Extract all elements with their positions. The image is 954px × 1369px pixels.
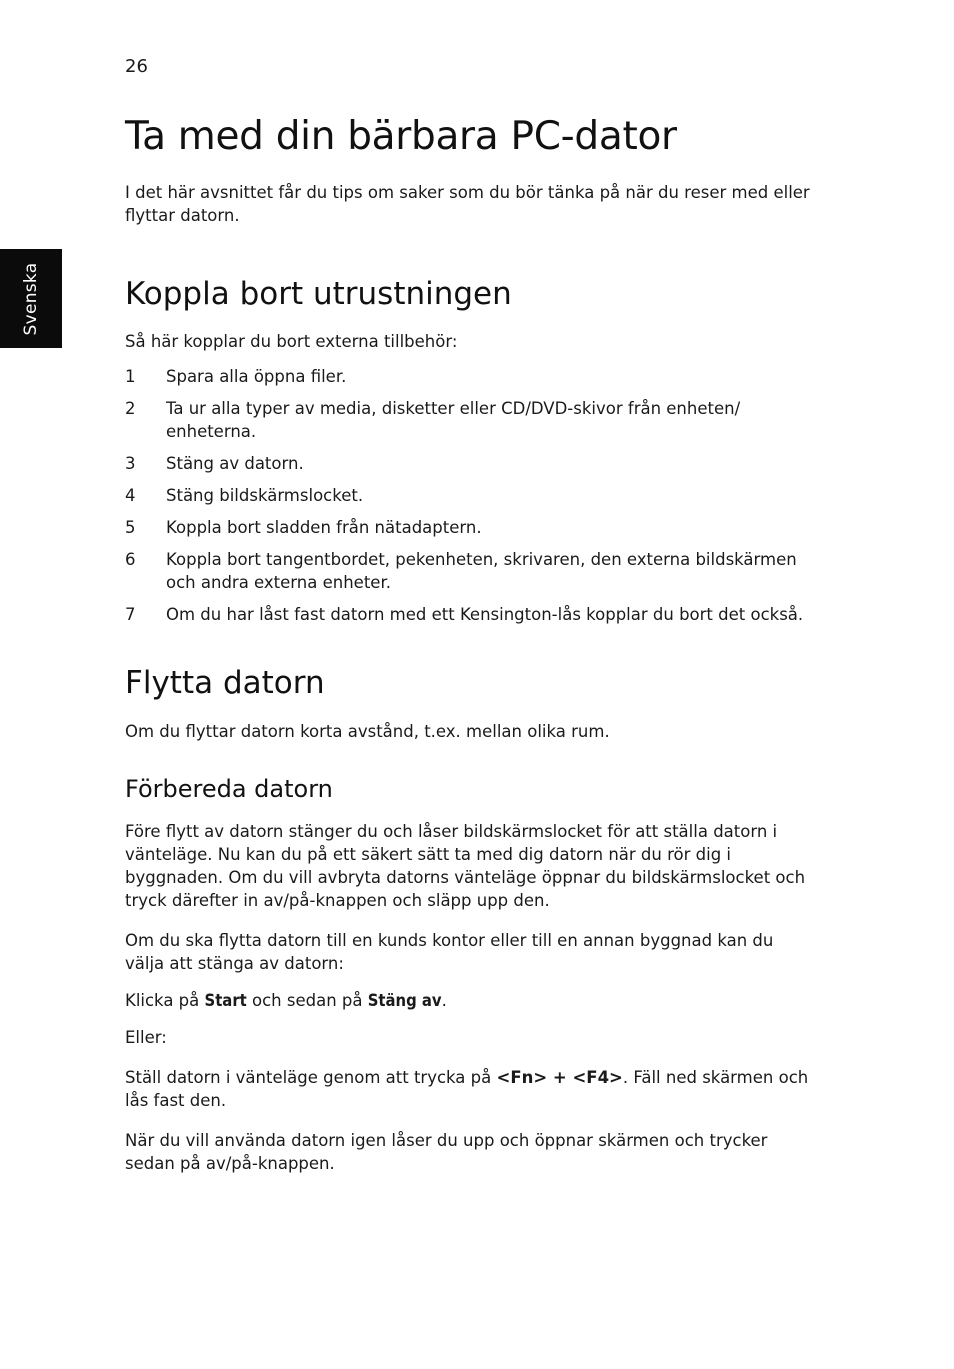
step-number: 5: [125, 518, 136, 537]
sleep-text-after: . Fäll ned skärmen och lås fast den.: [125, 1068, 809, 1110]
page-number: 26: [125, 56, 148, 77]
click-text-middle: och sedan på: [246, 991, 368, 1010]
move-intro: Om du flyttar datorn korta avstånd, t.ex. mellan olika rum.: [125, 722, 610, 741]
click-text-after: .: [441, 991, 447, 1010]
list-item: [125, 484, 815, 507]
step-text: Ta ur alla typer av media, disketter eller CD/DVD-skivor från enheten/ enheterna.: [166, 399, 741, 441]
step-text: Stäng bildskärmslocket.: [166, 486, 364, 505]
list-item: [125, 452, 815, 475]
list-item: [125, 397, 815, 443]
or-text: Eller:: [125, 1028, 167, 1047]
key-combo-label: <Fn> + <F4>: [496, 1068, 623, 1087]
step-number: 3: [125, 454, 136, 473]
language-side-tab: [0, 249, 62, 348]
step-text: Koppla bort sladden från nätadaptern.: [166, 518, 482, 537]
prepare-paragraph-1: Före flytt av datorn stänger du och låser bildskärmslocket för att ställa datorn i vänteläge. Nu kan du på ett säkert sätt ta med dig datorn när du rör dig i byggnaden. Om du vill avbryta datorns vänteläge öppnar du bildskärmslocket och tryck därefter in av/på-knappen och släpp upp den.: [125, 822, 806, 910]
sleep-text-before: Ställ datorn i vänteläge genom att trycka på: [125, 1068, 497, 1087]
list-item: [125, 548, 815, 594]
disconnect-heading: Koppla bort utrustningen: [125, 276, 512, 312]
click-start-instruction: [125, 989, 815, 1012]
step-number: 4: [125, 486, 136, 505]
page-title: Ta med din bärbara PC-dator: [125, 114, 677, 159]
shutdown-label: Stäng av: [367, 991, 442, 1010]
list-item: [125, 603, 815, 626]
step-text: Spara alla öppna filer.: [166, 367, 347, 386]
start-label: Start: [204, 991, 247, 1010]
disconnect-steps-list: [125, 365, 815, 626]
prepare-paragraph-2: Om du ska flytta datorn till en kunds kontor eller till en annan byggnad kan du välja att stänga av datorn:: [125, 931, 774, 973]
click-text-before: Klicka på: [125, 991, 205, 1010]
disconnect-intro: Så här kopplar du bort externa tillbehör:: [125, 332, 458, 351]
step-text: Stäng av datorn.: [166, 454, 304, 473]
step-number: 6: [125, 550, 136, 569]
step-number: 2: [125, 399, 136, 418]
language-tab-label: Svenska: [21, 262, 41, 336]
move-heading: Flytta datorn: [125, 665, 325, 701]
page-content: [125, 110, 815, 1175]
sleep-instruction: [125, 1066, 815, 1112]
step-number: 7: [125, 605, 136, 624]
resume-paragraph: När du vill använda datorn igen låser du upp och öppnar skärmen och trycker sedan på av/på-knappen.: [125, 1131, 768, 1173]
list-item: [125, 365, 815, 388]
step-number: 1: [125, 367, 136, 386]
intro-paragraph: I det här avsnittet får du tips om saker som du bör tänka på när du reser med eller flyttar datorn.: [125, 183, 810, 225]
step-text: Koppla bort tangentbordet, pekenheten, skrivaren, den externa bildskärmen och andra externa enheter.: [166, 550, 797, 592]
prepare-heading: Förbereda datorn: [125, 775, 333, 803]
step-text: Om du har låst fast datorn med ett Kensington-lås kopplar du bort det också.: [166, 605, 804, 624]
list-item: [125, 516, 815, 539]
